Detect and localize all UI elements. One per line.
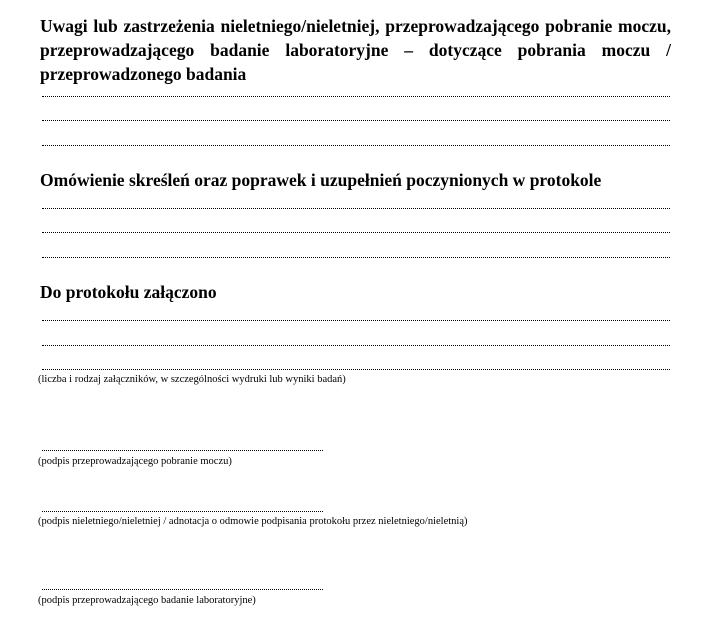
lab-examiner-signature-line — [42, 589, 323, 590]
remarks-dotted-line-3 — [42, 145, 670, 146]
remarks-heading: Uwagi lub zastrzeżenia nieletniego/nieletniej, przeprowadzającego pobranie moczu, przeprowadzającego badanie laboratoryjne – dotyczące pobrania moczu / przeprowadzonego badania — [40, 16, 671, 84]
corrections-heading: Omówienie skreśleń oraz poprawek i uzupełnień poczynionych w protokole — [40, 170, 602, 190]
remarks-dotted-line-1 — [42, 96, 670, 97]
corrections-dotted-line-1 — [42, 208, 670, 209]
corrections-dotted-line-2 — [42, 232, 670, 233]
attachments-dotted-line-3 — [42, 369, 670, 370]
corrections-dotted-line-3 — [42, 257, 670, 258]
attachments-heading: Do protokołu załączono — [40, 282, 217, 302]
attachments-dotted-line-2 — [42, 345, 670, 346]
urine-collector-signature-caption: (podpis przeprowadzającego pobranie moczu) — [38, 456, 232, 467]
remarks-dotted-line-2 — [42, 120, 670, 121]
attachments-dotted-line-1 — [42, 320, 670, 321]
minor-signature-caption: (podpis nieletniego/nieletniej / adnotacja o odmowie podpisania protokołu przez nieletniego/nieletnią) — [38, 516, 468, 527]
urine-collector-signature-line — [42, 450, 323, 451]
lab-examiner-signature-caption: (podpis przeprowadzającego badanie laboratoryjne) — [38, 595, 256, 606]
minor-signature-line — [42, 511, 323, 512]
attachments-caption: (liczba i rodzaj załączników, w szczególności wydruki lub wyniki badań) — [38, 374, 346, 385]
